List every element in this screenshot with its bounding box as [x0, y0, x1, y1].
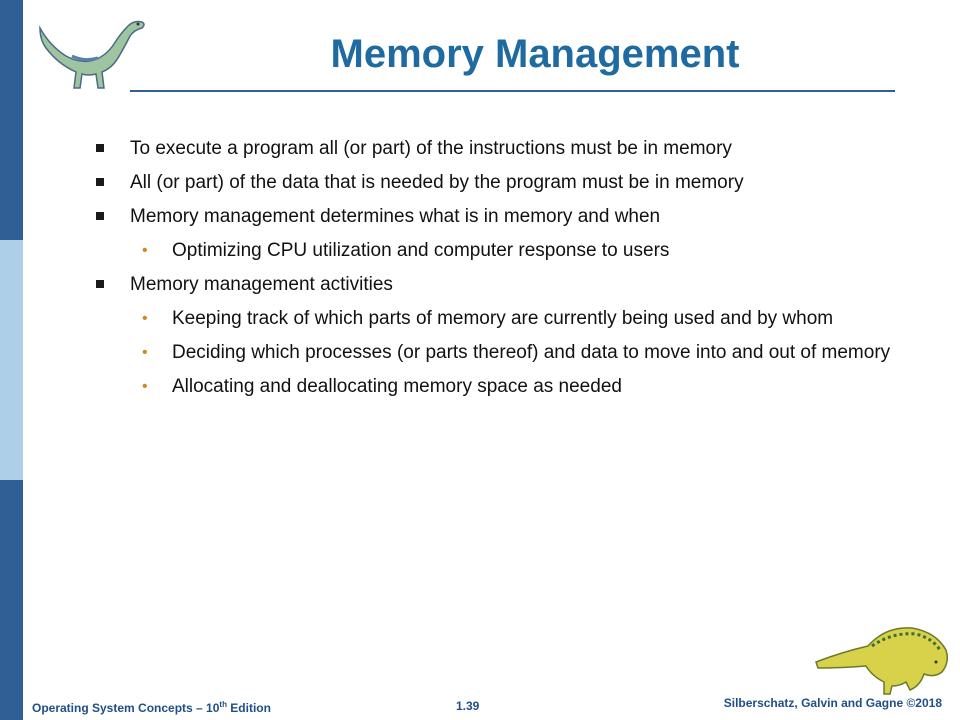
- dot-bullet-icon: •: [142, 242, 148, 259]
- bullet-text: To execute a program all (or part) of the instructions must be in memory: [130, 138, 732, 159]
- sub-bullet-item: [92, 236, 892, 266]
- sidebar: [0, 0, 23, 720]
- sub-bullet-text: Allocating and deallocating memory space as needed: [172, 376, 622, 397]
- bullet-item: [92, 270, 892, 300]
- sub-bullet-text: Optimizing CPU utilization and computer response to users: [172, 240, 670, 261]
- sidebar-band-top: [0, 0, 23, 240]
- dot-bullet-icon: •: [142, 310, 148, 327]
- square-bullet-icon: [96, 168, 104, 198]
- square-bullet-icon: [96, 270, 104, 300]
- footer-book-title-sup: th: [219, 700, 227, 709]
- square-bullet-icon: [96, 202, 104, 232]
- bullet-text: All (or part) of the data that is needed by the program must be in memory: [130, 172, 744, 193]
- bullet-item: [92, 168, 892, 198]
- sub-bullet-text: Keeping track of which parts of memory are currently being used and by whom: [172, 308, 834, 329]
- bullet-text: Memory management determines what is in memory and when: [130, 206, 661, 227]
- page-number: 1.39: [456, 699, 480, 713]
- sub-bullet-item: [92, 304, 892, 334]
- dot-bullet-icon: •: [142, 344, 148, 361]
- sidebar-band-bottom: [0, 480, 23, 720]
- footer-book-title-text: Operating System Concepts – 10: [32, 701, 220, 715]
- sub-bullet-item: [92, 338, 892, 368]
- square-bullet-icon: [96, 134, 104, 164]
- dinosaur-icon: [812, 616, 952, 696]
- sub-bullet-text: Deciding which processes (or parts thereof) and data to move into and out of memory: [172, 342, 891, 363]
- bullet-item: [92, 202, 892, 232]
- slide-title: Memory Management: [330, 32, 740, 76]
- dinosaur-icon: [32, 6, 150, 90]
- footer-authors: Silberschatz, Galvin and Gagne ©2018: [723, 696, 942, 710]
- dot-bullet-icon: •: [142, 378, 148, 395]
- sidebar-band-middle: [0, 240, 23, 480]
- footer-book-title: [32, 700, 271, 715]
- sub-bullet-item: [92, 372, 892, 402]
- bullet-text: Memory management activities: [130, 274, 393, 295]
- bullet-list: [92, 134, 892, 406]
- title-divider: [130, 90, 895, 92]
- bullet-item: [92, 134, 892, 164]
- footer-book-title-suffix: Edition: [226, 701, 271, 715]
